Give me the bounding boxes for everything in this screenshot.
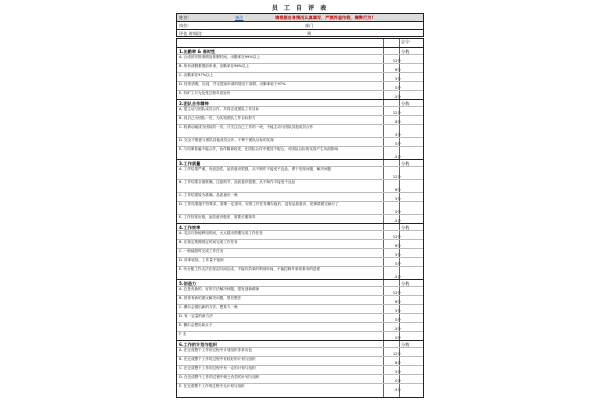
criteria-score: 8分 [395,68,401,72]
criteria-score: 12分 [392,352,401,356]
criteria-score: -5分 [393,327,401,331]
criteria-row [177,192,423,201]
criteria-row [177,201,423,214]
criteria-score: 8分 [395,188,401,192]
criteria-text: A. 在完成整个工作的过程中计划组织非常出色 [179,348,252,352]
criteria-text: F. 无 [179,332,187,336]
criteria-score: 0分 [395,86,401,90]
criteria-score: -5分 [393,95,401,99]
header-row-name [176,13,424,21]
criteria-row [177,81,423,90]
position-label: 岗位: [179,23,189,28]
criteria-row [177,374,423,383]
name-label: 姓名: [179,15,189,20]
criteria-score: 5分 [395,309,401,313]
criteria-text: A. 灵活巧妙地利用时间，大大超出预期完成工作任务 [179,231,263,235]
criteria-row [177,331,423,340]
criteria-text: D. 在完成整个工作的过程中缺乏有效的计划与组织 [179,375,260,379]
section-points-label: 分数 [401,342,410,347]
header-row-position [176,21,424,29]
criteria-score: -5分 [393,275,401,279]
criteria-row [177,313,423,322]
criteria-text: C. 在完成整个工作的过程中有一定的计划与组织 [179,366,256,370]
evaluation-table [176,38,424,398]
criteria-text: C. 出勤率在97%以上 [179,73,214,77]
criteria-row [177,179,423,192]
form-title: 员 工 自 评 表 [271,5,329,12]
section-title: 6.工作的计划与组织 [179,342,218,347]
notice-text: 请根据自身情况认真填写，严禁弄虚作假，舞弊行为! [275,15,374,20]
criteria-text: B. 在完成整个工作的过程中有较好的计划与组织 [179,357,256,361]
criteria-row [177,347,423,356]
criteria-text: B. 所有请假都提前申请，出勤率在98%以上 [179,64,250,68]
section-points-label: 分数 [401,225,410,230]
criteria-row [177,356,423,365]
section-title: 4.工作效率 [179,225,201,230]
criteria-row [177,248,423,257]
remark-link[interactable]: 备注 [235,15,244,20]
criteria-score: -5分 [393,219,401,223]
section-title: 3.工作质量 [179,161,201,166]
section-points-label: 分数 [401,281,410,286]
criteria-row [177,54,423,63]
criteria-text: D. 经常请假，迟到，并无提前申请的情况下请假，出勤率低于97% [179,82,286,86]
criteria-text: B. 常常有新的建议解决问题，很有想法 [179,296,242,300]
criteria-score: -5分 [393,388,401,392]
criteria-row [177,322,423,331]
dept-label: 部门 [305,23,314,28]
criteria-score: 0分 [395,379,401,383]
criteria-row [177,166,423,179]
criteria-score: 5分 [395,197,401,201]
criteria-score: 5分 [395,370,401,374]
criteria-text: D. 工作结果屡不符要求，需要一定指导，安排工作任务偶尔拖后，没有品质意识，把事情做完就行了 [179,202,339,206]
criteria-text: C. 一般能按时完成工作任务 [179,249,224,253]
section-points-label: 分数 [401,161,410,166]
criteria-text: D. 完全不愿意与团队其他成员合作，不利于团队目标的实现 [179,138,274,142]
criteria-row [177,106,423,115]
criteria-score: 0分 [395,336,401,340]
criteria-text: A. 工作结果严谨，有创造性，品质意识很强，从不制作不接受不良品，勇于发现问题、解决问题 [179,167,332,171]
criteria-score: 12分 [392,291,401,295]
period-to-label: 到 [307,31,312,36]
criteria-text: A. 合适的安排请假及休假时间，出勤率在99%以上 [179,55,260,59]
self-evaluation-form [176,0,424,400]
criteria-score: 8分 [395,244,401,248]
criteria-text: D. 效率较低，工作量不饱和 [179,258,224,262]
criteria-row [177,137,423,146]
criteria-text: C. 较被动地成为团队的一员，只关注自己工作的一块，不能主动与团队其他成员合作 [179,125,314,129]
criteria-row [177,230,423,239]
section-title: 1.出勤率 & 准时性 [179,49,216,54]
criteria-text: E. 有旷工行为及受过相对成处份 [179,91,231,95]
criteria-row [177,90,423,99]
criteria-text: E. 偶尔会想出新点子 [179,323,213,327]
section-title: 2.团队合作精神 [179,101,209,106]
criteria-text: C. 偶尔会提出新的方法，想象力一般 [179,305,238,309]
criteria-score: 12分 [392,235,401,239]
criteria-score: -5分 [393,155,401,159]
section-points-label: 分数 [401,49,410,54]
criteria-score: 5分 [395,253,401,257]
criteria-text: B. 视自己为团队一员，为实现团队工作目标努力 [179,116,256,120]
total-score-label: 总分: [401,39,411,44]
criteria-text: A. 总是有新的，好的方法解决问题，很有创新精神 [179,287,260,291]
criteria-score: 0分 [395,262,401,266]
section-title: 5.创造力 [179,281,197,286]
criteria-row [177,239,423,248]
criteria-text: E. 工作经常出错，品质意识极差，需要长期指导 [179,215,256,219]
criteria-row [177,266,423,279]
criteria-row [177,124,423,137]
criteria-text: B. 工作结果全面准确，注意细节，品质意识很强，从不制作不接受不良品 [179,180,296,184]
criteria-score: 0分 [395,142,401,146]
criteria-row [177,146,423,159]
criteria-score: 12分 [392,59,401,63]
criteria-score: 8分 [395,300,401,304]
criteria-row [177,63,423,72]
criteria-score: 5分 [395,77,401,81]
criteria-text: A. 很主动与团队成员合作，共同完成团队工作目标 [179,107,260,111]
criteria-row [177,365,423,374]
criteria-score: 12分 [392,175,401,179]
criteria-row [177,304,423,313]
criteria-row [177,214,423,223]
section-points-label: 分数 [401,101,410,106]
criteria-row [177,72,423,81]
criteria-score: 0分 [395,210,401,214]
header-row-period [176,29,424,37]
criteria-text: B. 在规定预期规定时间完成工作任务 [179,240,238,244]
criteria-text: C. 工作结果较为准确，品质意识一般 [179,193,238,197]
criteria-row [177,295,423,304]
criteria-score: 12分 [392,111,401,115]
criteria-row [177,257,423,266]
criteria-text: E. 所分配工作无法在规定时间完成，不能有效率的利用时间，不能控制并承担事务的进度 [179,267,321,271]
criteria-text: D. 有一定量的新方法 [179,314,213,318]
criteria-row [177,115,423,124]
criteria-score: 0分 [395,318,401,322]
criteria-score: 8分 [395,361,401,365]
criteria-score: 8分 [395,120,401,124]
criteria-score: 5分 [395,133,401,137]
criteria-row [177,286,423,295]
period-label: 评估 时间段: [179,31,203,36]
criteria-row [177,383,423,392]
criteria-text: E. 与同事普遍不能合作，协作精神较差，在团队合作中极其不配合，对团队目标的实现产生负面影响 [179,147,339,151]
criteria-text: E. 在完成整个工作的过程中无计划与组织 [179,384,245,388]
